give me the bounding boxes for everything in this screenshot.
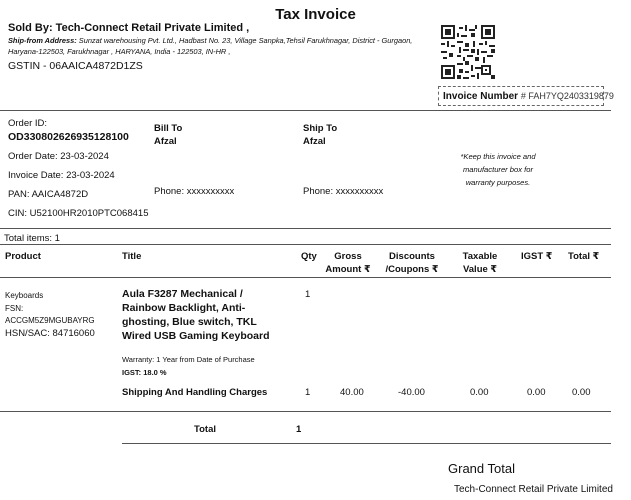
total-items: Total items: 1 (4, 233, 60, 244)
divider (0, 277, 611, 278)
warranty-note: *Keep this invoice and manufacturer box for warranty purposes. (460, 152, 536, 187)
col-discounts-line2: /Coupons ₹ (385, 264, 439, 275)
col-product: Product (5, 251, 41, 262)
shipping-total: 0.00 (572, 387, 591, 398)
order-id-label: Order ID: (8, 118, 48, 129)
product-warranty: Warranty: 1 Year from Date of Purchase (122, 355, 255, 364)
divider (0, 228, 611, 229)
ship-from-text: Sunzat warehousing Pvt. Ltd., Hadbast No. 23, Village Sanpka,Tehsil Farukhnagar, District - Gurgaon, Haryana-122503, Farukhnagar , HARYANA, India - 122503, IN-HR , (8, 36, 413, 56)
total-label: Total (194, 424, 216, 435)
bill-to-phone: Phone: xxxxxxxxxx (154, 186, 235, 197)
cin: CIN: U52100HR2010PTC068415 (8, 208, 149, 219)
divider (0, 110, 611, 111)
shipping-qty: 1 (305, 387, 311, 398)
invoice-number-value: # FAH7YQ2403319879 (520, 91, 614, 101)
product-info (5, 290, 95, 340)
footer-company: Tech-Connect Retail Private Limited (454, 484, 613, 495)
col-title: Title (122, 251, 142, 262)
bill-to-name: Afzal (154, 136, 177, 147)
ship-from-label: Ship-from Address: (8, 36, 77, 45)
col-discounts (382, 250, 442, 276)
col-taxable-value (456, 250, 504, 276)
divider (122, 443, 611, 444)
shipping-gross: 40.00 (340, 387, 364, 398)
ship-to-label: Ship To (303, 123, 338, 134)
qr-code (441, 25, 495, 79)
invoice-number-label: Invoice Number (443, 91, 519, 102)
invoice-date: Invoice Date: 23-03-2024 (8, 170, 115, 181)
product-category: Keyboards (5, 291, 44, 300)
product-title: Aula F3287 Mechanical / Rainbow Backlight, Anti-ghosting, Blue switch, TKL Wired USB Gaming Keyboard (122, 288, 270, 342)
sold-by: Sold By: Tech-Connect Retail Private Limited , (8, 22, 250, 34)
hsn-sac: HSN/SAC: 84716060 (5, 327, 95, 339)
shipping-taxable: 0.00 (470, 387, 489, 398)
shipping-discount: -40.00 (398, 387, 425, 398)
col-taxable-line2: Value ₹ (462, 264, 498, 275)
bill-to-label: Bill To (154, 123, 183, 134)
col-gross-line2: Amount ₹ (325, 264, 371, 275)
col-taxable-line1: Taxable (462, 251, 498, 262)
divider (0, 411, 611, 412)
fsn-label: FSN: (5, 303, 24, 313)
grand-total-label: Grand Total (448, 461, 515, 476)
shipping-label: Shipping And Handling Charges (122, 387, 268, 398)
product-igst-rate: IGST: 18.0 % (122, 368, 167, 377)
page-title: Tax Invoice (275, 6, 356, 23)
col-igst: IGST ₹ (521, 251, 553, 262)
col-discounts-line1: Discounts (389, 251, 435, 262)
col-qty: Qty (301, 251, 317, 262)
order-date: Order Date: 23-03-2024 (8, 151, 109, 162)
divider (0, 244, 611, 245)
fsn-value: ACCGM5Z9MGUBAYRG (5, 316, 95, 325)
total-qty: 1 (296, 424, 302, 435)
product-qty: 1 (305, 289, 311, 300)
ship-to-name: Afzal (303, 136, 326, 147)
shipping-igst: 0.00 (527, 387, 546, 398)
gstin: GSTIN - 06AAICA4872D1ZS (8, 60, 143, 72)
col-gross-line1: Gross (334, 251, 362, 262)
ship-from-address (8, 35, 428, 57)
ship-to-phone: Phone: xxxxxxxxxx (303, 186, 384, 197)
order-id: OD330802626935128100 (8, 131, 129, 143)
col-total: Total ₹ (568, 251, 600, 262)
col-gross-amount (322, 250, 374, 276)
invoice-number-box (438, 86, 614, 106)
pan: PAN: AAICA4872D (8, 189, 89, 200)
